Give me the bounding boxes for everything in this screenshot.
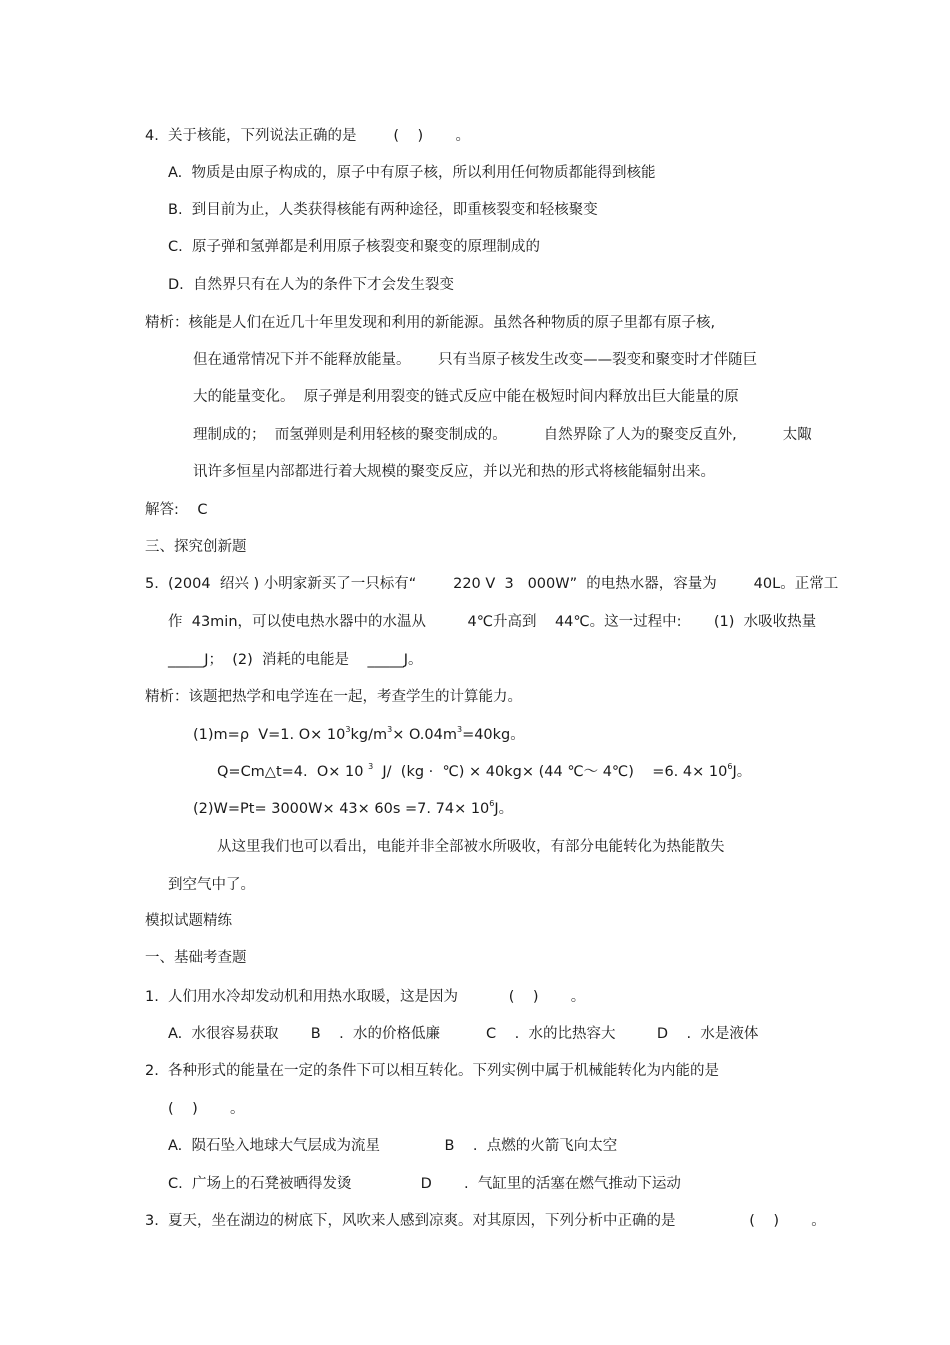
q4-option-b: B. 到目前为止，人类获得核能有两种途径，即重核裂变和轻核聚变 xyxy=(168,202,598,218)
q4-option-d: D. 自然界只有在人为的条件下才会发生裂变 xyxy=(168,277,454,293)
practice-heading: 模拟试题精练 xyxy=(145,913,232,929)
q4-answer: 解答: C xyxy=(145,502,208,518)
p1-stem: 1. 人们用水冷却发动机和用热水取暖，这是因为 ( ) 。 xyxy=(145,989,586,1005)
q4-option-c: C. 原子弹和氢弹都是利用原子核裂变和聚变的原理制成的 xyxy=(168,239,540,255)
q5-conclusion-line: 从这里我们也可以看出，电能并非全部被水所吸收，有部分电能转化为热能散失 xyxy=(217,839,725,855)
q4-analysis-line: 精析：核能是人们在近几十年里发现和利用的新能源。虽然各种物质的原子里都有原子核, xyxy=(145,315,716,331)
q5-formula-energy: (2)W=Pt= 3000W× 43× 60s =7. $74\times 10^6J$。 xyxy=(193,799,514,817)
p2-paren: ( ) 。 xyxy=(168,1101,245,1117)
p3-stem: 3. 夏天，坐在湖边的树底下，风吹来人感到凉爽。对其原因，下列分析中正确的是 ( ) 。 xyxy=(145,1213,826,1229)
q5-stem-line: 作 43min，可以使电热水器中的水温从 4℃升高到 44℃。这一过程中: (1) 水吸收热量 xyxy=(168,614,817,630)
section3-heading: 三、探究创新题 xyxy=(145,539,247,555)
q5-formula-mass: (1)m=ρ V=1. $O\times 10^3kg/m^3\times O.04m^3=40kg$。 xyxy=(193,725,525,743)
p1-options: A. 水很容易获取 B . 水的价格低廉 C . 水的比热容大 D . 水是液体 xyxy=(168,1026,759,1042)
p2-stem: 2. 各种形式的能量在一定的条件下可以相互转化。下列实例中属于机械能转化为内能的是 xyxy=(145,1063,720,1079)
q4-analysis-line: 理制成的； 而氢弹则是利用轻核的聚变制成的。 自然界除了人为的聚变反直外, 太陬 xyxy=(193,427,812,443)
q4-analysis-line: 大的能量变化。 原子弹是利用裂变的链式反应中能在极短时间内释放出巨大能量的原 xyxy=(193,389,739,405)
q4-stem: 4. 关于核能，下列说法正确的是 ( ) 。 xyxy=(145,128,470,144)
q4-analysis-line: 但在通常情况下并不能释放能量。 只有当原子核发生改变——裂变和聚变时才伴随巨 xyxy=(193,352,758,368)
q5-stem-line: 5. (2004 绍兴 ) 小明家新买了一只标有“ 220 V 3 000W” 的电热水器，容量为 40L。正常工 xyxy=(145,576,839,592)
q4-option-a: A. 物质是由原子构成的，原子中有原子核，所以利用任何物质都能得到核能 xyxy=(168,165,656,181)
q5-formula-heat: Q=Cm△t=4. O× 10 $^3$ J/ (kg · ℃) × 40kg× (44 ℃～ 4℃) =6. $4\times 10^6J$。 xyxy=(217,762,752,780)
q5-stem-line: _____J； (2) 消耗的电能是 _____J。 xyxy=(168,652,423,668)
section1-heading: 一、基础考查题 xyxy=(145,950,247,966)
q5-analysis-intro: 精析：该题把热学和电学连在一起，考查学生的计算能力。 xyxy=(145,689,522,705)
q5-conclusion-line: 到空气中了。 xyxy=(168,877,255,893)
q4-analysis-line: 讯许多恒星内部都进行着大规模的聚变反应，并以光和热的形式将核能辐射出来。 xyxy=(193,464,715,480)
p2-options-cd: C. 广场上的石凳被晒得发烫 D . 气缸里的活塞在燃气推动下运动 xyxy=(168,1176,681,1192)
p2-options-ab: A. 陨石坠入地球大气层成为流星 B . 点燃的火箭飞向太空 xyxy=(168,1138,618,1154)
